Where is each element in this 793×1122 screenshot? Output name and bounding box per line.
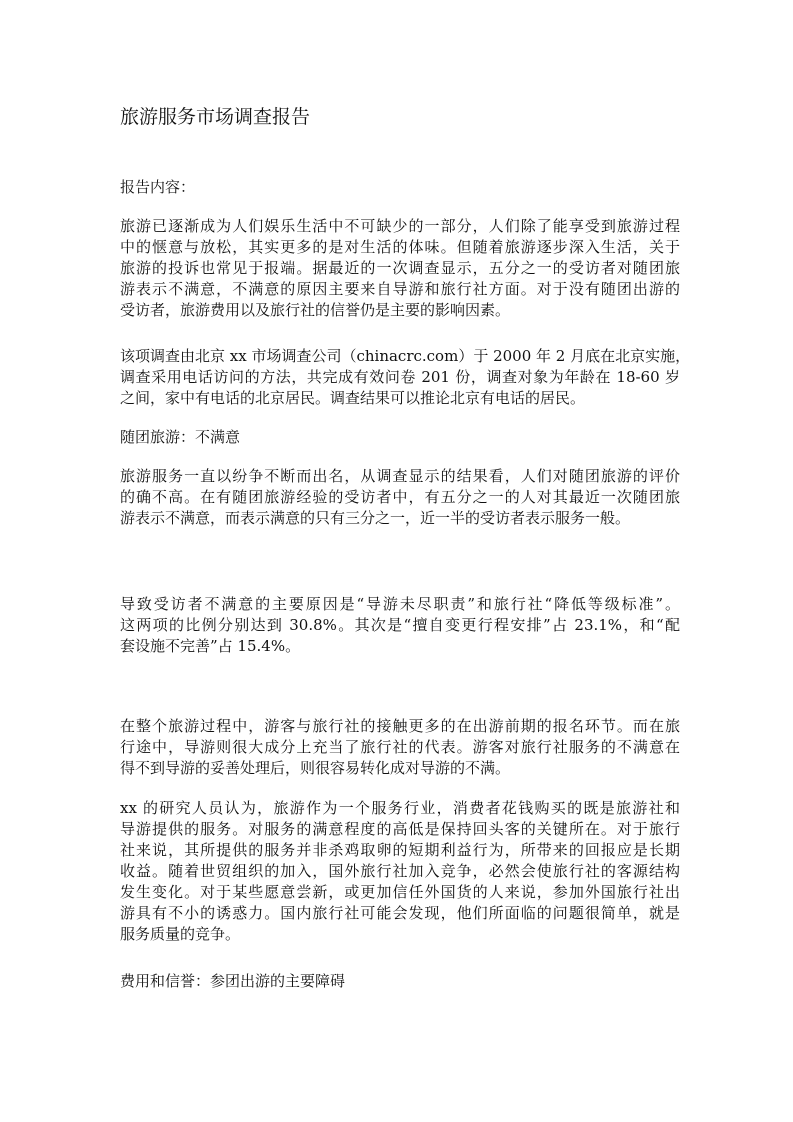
- paragraph-line: 的确不高。在有随团旅游经验的受访者中，有五分之一的人对其最近一次随团旅: [120, 488, 680, 506]
- paragraph-line: 在整个旅游过程中，游客与旅行社的接触更多的在出游前期的报名环节。而在旅: [120, 717, 680, 735]
- paragraph-line: 行途中，导游则很大成分上充当了旅行社的代表。游客对旅行社服务的不满意在: [120, 738, 680, 756]
- paragraph-line: 受访者，旅游费用以及旅行社的信誉仍是主要的影响因素。: [120, 301, 511, 319]
- paragraph-line: 这两项的比例分别达到 30.8%。其次是“擅自变更行程安排”占 23.1%，和“配: [120, 616, 680, 634]
- paragraph-line: 社来说，其所提供的服务并非杀鸡取卵的短期利益行为，所带来的回报应是长期: [120, 841, 680, 859]
- section-heading-cost-reputation: 费用和信誉：参团出游的主要障碍: [120, 972, 346, 990]
- paragraph-line: 游表示不满意，不满意的原因主要来自导游和旅行社方面。对于没有随团出游的: [120, 280, 680, 298]
- paragraph-line: 旅游的投诉也常见于报端。据最近的一次调查显示，五分之一的受访者对随团旅: [120, 259, 680, 277]
- paragraph-line: 游具有不小的诱惑力。国内旅行社可能会发现，他们所面临的问题很简单，就是: [120, 904, 680, 922]
- paragraph-line: 旅游已逐渐成为人们娱乐生活中不可缺少的一部分，人们除了能享受到旅游过程: [120, 217, 680, 235]
- paragraph-line: 服务质量的竞争。: [120, 925, 241, 943]
- paragraph-group-tour-evaluation: [120, 466, 680, 529]
- paragraph-line: 旅游服务一直以纷争不断而出名，从调查显示的结果看，人们对随团旅游的评价: [120, 467, 680, 485]
- paragraph-line: 收益。随着世贸组织的加入，国外旅行社加入竞争，必然会使旅行社的客源结构: [120, 862, 680, 880]
- paragraph-line: 得不到导游的妥善处理后，则很容易转化成对导游的不满。: [120, 759, 511, 777]
- paragraph-line: xx 的研究人员认为，旅游作为一个服务行业，消费者花钱购买的既是旅游社和: [120, 799, 680, 817]
- paragraph-tour-process: [120, 716, 680, 779]
- paragraph-dissatisfaction-reasons: [120, 594, 680, 657]
- paragraph-line: 该项调查由北京 xx 市场调查公司（chinacrc.com）于 2000 年 2 月底在北京实施，: [120, 347, 691, 365]
- paragraph-survey-method: [120, 346, 691, 409]
- paragraph-line: 套设施不完善”占 15.4%。: [120, 637, 301, 655]
- paragraph-line: 导致受访者不满意的主要原因是“导游未尽职责”和旅行社“降低等级标准”。: [120, 595, 680, 613]
- document-title: 旅游服务市场调查报告: [120, 106, 311, 128]
- paragraph-intro: [120, 216, 680, 321]
- paragraph-line: 之间，家中有电话的北京居民。调查结果可以推论北京有电话的居民。: [120, 389, 586, 407]
- paragraph-line: 中的惬意与放松，其实更多的是对生活的体味。但随着旅游逐步深入生活，关于: [120, 238, 680, 256]
- paragraph-line: 调查采用电话访问的方法，共完成有效问卷 201 份，调查对象为年龄在 18-60 岁: [120, 368, 680, 386]
- paragraph-line: 导游提供的服务。对服务的满意程度的高低是保持回头客的关键所在。对于旅行: [120, 820, 680, 838]
- section-heading-group-tour: 随团旅游：不满意: [120, 428, 241, 446]
- paragraph-line: 游表示不满意，而表示满意的只有三分之一，近一半的受访者表示服务一般。: [120, 509, 631, 527]
- paragraph-researcher-view: [120, 798, 680, 945]
- paragraph-line: 发生变化。对于某些愿意尝新，或更加信任外国货的人来说，参加外国旅行社出: [120, 883, 680, 901]
- section-heading-report-content: 报告内容：: [120, 178, 196, 196]
